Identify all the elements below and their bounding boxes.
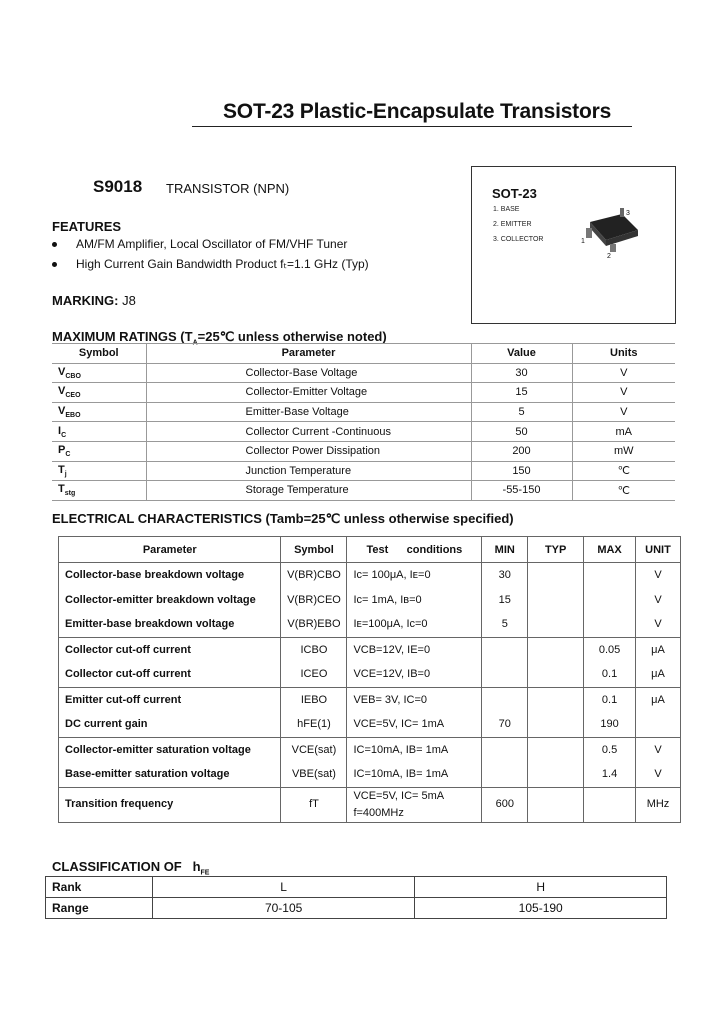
unit-cell: V — [572, 402, 675, 422]
unit-line: V — [654, 593, 662, 606]
param-line: Collector cut-off current — [65, 668, 191, 680]
unit-cell: V — [572, 383, 675, 403]
marking-label: MARKING: — [52, 293, 119, 308]
value-cell: 200 — [471, 441, 572, 461]
sym-line: ICEO — [300, 668, 328, 680]
sym-line: V(BR)EBO — [287, 618, 341, 630]
max-line — [584, 612, 635, 637]
max-line: 190 — [600, 718, 619, 730]
sym-line: ICBO — [300, 643, 328, 656]
unit-line: V — [654, 743, 662, 756]
param-cell — [59, 787, 281, 822]
cond-line: Iᴇ=100μA, Iᴄ=0 — [353, 618, 428, 630]
package-title: SOT-23 — [492, 186, 537, 201]
range-cell: 70-105 — [152, 898, 415, 919]
symbol-cell: $V_{CBO}$ — [52, 363, 146, 383]
min-cell — [482, 687, 528, 737]
column-header: Symbol — [52, 344, 146, 364]
cond-cell — [347, 637, 482, 687]
min-cell — [482, 637, 528, 687]
classification-heading: CLASSIFICATION OF $h_{FE}$ — [52, 859, 210, 877]
min-cell — [482, 787, 528, 822]
pin-label: 2. EMITTER — [493, 221, 532, 228]
feature-item — [52, 237, 347, 251]
max-cell — [584, 563, 636, 638]
max-line: 0.05 — [598, 643, 621, 656]
typ-line — [528, 712, 583, 737]
param-line: Collector-base breakdown voltage — [65, 569, 245, 581]
max-line — [584, 563, 635, 588]
sym-cell — [281, 637, 347, 687]
pin-number: 1 — [581, 238, 585, 245]
value-cell: -55-150 — [471, 481, 572, 501]
cond-line: VCB=12V, IE=0 — [353, 643, 431, 656]
typ-line — [528, 588, 583, 613]
min-line — [482, 662, 527, 687]
sym-line: V(BR)CBO — [287, 569, 341, 581]
min-line: 600 — [495, 798, 514, 810]
symbol-cell: $T_j$ — [52, 461, 146, 481]
parameter-cell: Collector Current -Continuous — [146, 422, 471, 442]
max-line — [584, 796, 635, 813]
sym-line: IEBO — [300, 693, 328, 706]
rank-cell: L — [152, 877, 415, 898]
cond-line: VCE=5V, IC= 5mA — [353, 789, 445, 802]
column-header: Value — [471, 344, 572, 364]
table-row — [52, 383, 675, 403]
min-line — [482, 688, 527, 713]
param-cell — [59, 563, 281, 638]
typ-line — [528, 688, 583, 713]
typ-line — [528, 662, 583, 687]
cond-line: VCE=12V, IB=0 — [353, 668, 431, 680]
typ-cell — [528, 563, 584, 638]
param-line: Collector cut-off current — [65, 643, 191, 656]
typ-line — [528, 563, 583, 588]
sym-cell — [281, 563, 347, 638]
sym-line: VBE(sat) — [291, 768, 336, 780]
column-header: TYP — [528, 537, 584, 563]
cond-line: VCE=5V, IC= 1mA — [353, 718, 445, 730]
param-line: Emitter cut-off current — [65, 693, 182, 706]
unit-line: V — [654, 768, 662, 780]
cond-line: IC=10mA, IB= 1mA — [353, 768, 449, 780]
unit-cell — [636, 787, 681, 822]
param-line: Base-emitter saturation voltage — [65, 768, 230, 780]
max-line: 0.5 — [601, 743, 618, 756]
table-row — [46, 898, 667, 919]
feature-text: AM/FM Amplifier, Local Oscillator of FM/VHF Tuner — [76, 237, 348, 251]
table-row — [52, 363, 675, 383]
param-cell — [59, 637, 281, 687]
sot23-package-icon — [576, 204, 646, 264]
column-header: Units — [572, 344, 675, 364]
unit-cell — [636, 637, 681, 687]
column-header: Parameter — [59, 537, 281, 563]
sym-line: V(BR)CEO — [287, 593, 341, 606]
param-line: DC current gain — [65, 718, 148, 730]
column-header: Parameter — [146, 344, 471, 364]
max-ratings-table — [52, 343, 675, 501]
unit-cell: V — [572, 363, 675, 383]
value-cell: 30 — [471, 363, 572, 383]
condition-line: f=400MHz — [353, 806, 404, 819]
parameter-cell: Junction Temperature — [146, 461, 471, 481]
rank-cell: H — [415, 877, 667, 898]
bullet-icon — [52, 242, 57, 247]
part-number: S9018 — [93, 177, 143, 196]
part-type: TRANSISTOR (NPN) — [166, 181, 290, 196]
max-ratings-heading: MAXIMUM RATINGS ($T_A=25℃$ unless otherwise noted) — [52, 329, 387, 347]
column-header: UNIT — [636, 537, 681, 563]
range-cell: 105-190 — [415, 898, 667, 919]
min-line — [482, 638, 527, 663]
parameter-cell: Collector Power Dissipation — [146, 441, 471, 461]
page-title: SOT-23 Plastic-Encapsulate Transistors — [223, 100, 612, 123]
cond-cell — [347, 563, 482, 638]
table-header-row — [59, 537, 681, 563]
parameter-cell: Collector-Base Voltage — [146, 363, 471, 383]
column-header: Test conditions — [347, 537, 482, 563]
cond-cell — [347, 687, 482, 737]
unit-line: μA — [651, 668, 665, 680]
table-row — [52, 461, 675, 481]
typ-line — [528, 638, 583, 663]
title-underline — [192, 126, 632, 127]
table-row — [59, 737, 681, 787]
min-line: 15 — [498, 593, 511, 606]
unit-cell: mW — [572, 441, 675, 461]
min-cell — [482, 737, 528, 787]
feature-text: High Current Gain Bandwidth Product fₜ=1.1 GHz (Typ) — [76, 257, 369, 271]
column-header: Symbol — [281, 537, 347, 563]
sym-line: fT — [309, 798, 319, 810]
typ-cell — [528, 637, 584, 687]
param-cell — [59, 687, 281, 737]
electrical-heading: ELECTRICAL CHARACTERISTICS (Tamb=25℃ unless otherwise specified) — [52, 511, 514, 526]
symbol-cell: $I_C$ — [52, 422, 146, 442]
rank-label: Rank — [46, 877, 153, 898]
max-cell — [584, 787, 636, 822]
pin-number: 2 — [607, 253, 611, 260]
cond-line: Iᴄ= 100μA, Iᴇ=0 — [353, 569, 431, 581]
min-cell — [482, 563, 528, 638]
table-row — [52, 402, 675, 422]
cond-line: VEB= 3V, IC=0 — [353, 693, 428, 706]
features-heading: FEATURES — [52, 219, 122, 234]
value-cell: 150 — [471, 461, 572, 481]
max-line — [584, 588, 635, 613]
column-header: MIN — [482, 537, 528, 563]
cond-cell — [347, 787, 482, 822]
max-cell — [584, 637, 636, 687]
typ-line — [528, 762, 583, 787]
min-line: 70 — [498, 718, 511, 730]
unit-line: μA — [651, 643, 665, 656]
parameter-cell: Emitter-Base Voltage — [146, 402, 471, 422]
typ-cell — [528, 687, 584, 737]
unit-cell: ℃ — [572, 461, 675, 481]
symbol-cell: $V_{EBO}$ — [52, 402, 146, 422]
table-row — [52, 441, 675, 461]
table-row — [59, 637, 681, 687]
param-line: Collector-emitter saturation voltage — [65, 743, 251, 756]
max-line: 0.1 — [601, 668, 618, 680]
value-cell: 5 — [471, 402, 572, 422]
min-line: 5 — [501, 618, 508, 630]
unit-cell — [636, 563, 681, 638]
param-line: Emitter-base breakdown voltage — [65, 618, 235, 630]
column-header: MAX — [584, 537, 636, 563]
range-label: Range — [46, 898, 153, 919]
max-cell — [584, 687, 636, 737]
bullet-icon — [52, 262, 57, 267]
typ-line — [528, 796, 583, 813]
value-cell: 15 — [471, 383, 572, 403]
max-line: 0.1 — [601, 693, 618, 706]
marking — [52, 293, 136, 308]
max-line: 1.4 — [601, 768, 618, 780]
classification-table — [45, 876, 667, 919]
table-header-row — [52, 344, 675, 364]
table-row — [52, 422, 675, 442]
symbol-cell: $V_{CEO}$ — [52, 383, 146, 403]
typ-cell — [528, 787, 584, 822]
parameter-cell: Collector-Emitter Voltage — [146, 383, 471, 403]
pin-label: 1. BASE — [493, 206, 520, 213]
cond-line: IC=10mA, IB= 1mA — [353, 743, 449, 756]
unit-line: V — [654, 618, 662, 630]
cond-cell — [347, 737, 482, 787]
sym-cell — [281, 787, 347, 822]
pin-label: 3. COLLECTOR — [493, 236, 544, 243]
cond-line: Iᴄ= 1mA, Iʙ=0 — [353, 593, 422, 606]
unit-line: μA — [651, 693, 665, 706]
sym-line: hFE(1) — [297, 718, 331, 730]
parameter-cell: Storage Temperature — [146, 481, 471, 501]
unit-cell — [636, 687, 681, 737]
param-line: Collector-emitter breakdown voltage — [65, 593, 256, 606]
sym-cell — [281, 737, 347, 787]
min-line — [482, 738, 527, 763]
table-row — [59, 787, 681, 822]
electrical-table — [58, 536, 681, 823]
value-cell: 50 — [471, 422, 572, 442]
feature-item — [52, 257, 369, 271]
sym-cell — [281, 687, 347, 737]
unit-cell: mA — [572, 422, 675, 442]
pin-number: 3 — [626, 210, 630, 217]
unit-line: MHz — [646, 798, 670, 810]
table-row — [46, 877, 667, 898]
sym-line: VCE(sat) — [291, 743, 337, 756]
typ-cell — [528, 737, 584, 787]
typ-line — [528, 738, 583, 763]
unit-cell: ℃ — [572, 481, 675, 501]
marking-value: J8 — [122, 293, 136, 308]
typ-line — [528, 612, 583, 637]
symbol-cell: $P_C$ — [52, 441, 146, 461]
table-row — [59, 563, 681, 638]
param-cell — [59, 737, 281, 787]
unit-line — [636, 712, 680, 737]
min-line: 30 — [498, 569, 511, 581]
max-cell — [584, 737, 636, 787]
param-line: Transition frequency — [65, 798, 174, 810]
table-row — [59, 687, 681, 737]
table-row — [52, 481, 675, 501]
symbol-cell: $T_{stg}$ — [52, 481, 146, 501]
unit-line: V — [654, 569, 662, 581]
unit-cell — [636, 737, 681, 787]
min-line — [482, 762, 527, 787]
